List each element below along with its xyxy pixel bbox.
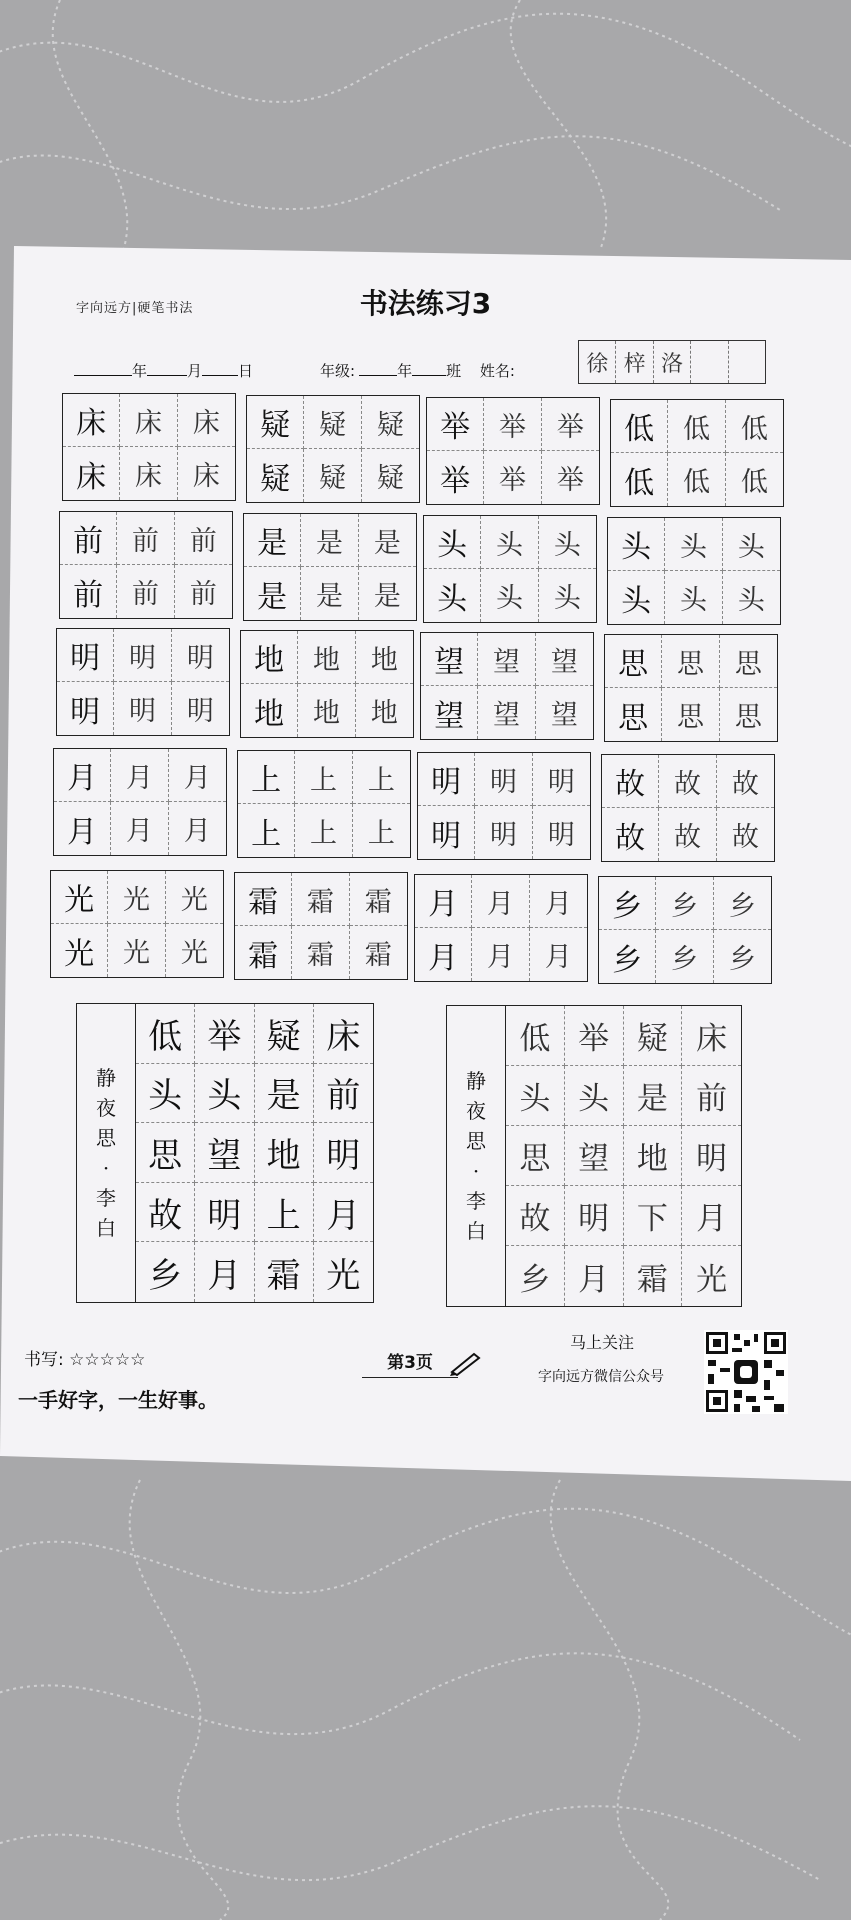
poem-char: 低 bbox=[136, 1004, 195, 1064]
qr-code-icon bbox=[704, 1330, 788, 1414]
name-char: 洛 bbox=[654, 341, 691, 383]
poem-char: 是 bbox=[624, 1066, 683, 1126]
practice-char-copy: 月 bbox=[183, 816, 211, 847]
practice-char-copy: 乡 bbox=[599, 930, 656, 983]
poem-char: 头 bbox=[506, 1066, 565, 1126]
poem-char: 举 bbox=[565, 1006, 624, 1066]
practice-char-copy: 乡 bbox=[728, 944, 756, 975]
practice-char-model: 故 bbox=[602, 755, 659, 808]
practice-block bbox=[607, 517, 781, 625]
practice-char-model: 地 bbox=[241, 631, 298, 684]
practice-char-copy: 光 bbox=[180, 938, 208, 969]
practice-char-model: 霜 bbox=[235, 873, 292, 926]
practice-char-model: 思 bbox=[662, 635, 719, 688]
poem-char: 光 bbox=[326, 1255, 361, 1296]
practice-char-copy: 霜 bbox=[364, 940, 392, 971]
poem-char: 月 bbox=[682, 1186, 741, 1246]
date-day-label: 日 bbox=[238, 362, 254, 380]
poem-model-grid bbox=[136, 1004, 373, 1302]
practice-char-model: 月 bbox=[472, 875, 529, 928]
practice-char-copy: 思 bbox=[605, 688, 662, 741]
practice-char-copy: 月 bbox=[111, 802, 168, 855]
poem-char: 上 bbox=[255, 1183, 314, 1243]
practice-char-copy: 地 bbox=[370, 698, 398, 729]
poem-char: 低 bbox=[506, 1006, 565, 1066]
practice-char-model: 乡 bbox=[656, 877, 713, 930]
practice-block bbox=[56, 628, 230, 736]
practice-char-copy: 上 bbox=[367, 818, 395, 849]
poem-model-title bbox=[77, 1004, 136, 1302]
date-line bbox=[74, 360, 253, 381]
practice-char-model: 前 bbox=[175, 512, 232, 565]
practice-char-copy: 月 bbox=[544, 942, 572, 973]
practice-char-copy: 望 bbox=[421, 686, 478, 739]
practice-char-copy: 明 bbox=[114, 682, 171, 735]
poem-char: 头 bbox=[136, 1064, 195, 1124]
practice-char-model: 上 bbox=[238, 751, 295, 804]
practice-char-model: 地 bbox=[298, 631, 355, 684]
practice-char-model: 上 bbox=[353, 751, 410, 804]
practice-char-copy: 疑 bbox=[247, 449, 304, 502]
practice-char-copy: 明 bbox=[186, 696, 214, 727]
poem-title-char: 白 bbox=[466, 1219, 486, 1243]
name-box bbox=[578, 340, 766, 384]
practice-char-copy: 头 bbox=[608, 571, 665, 624]
practice-block bbox=[237, 750, 411, 858]
practice-char-copy: 低 bbox=[740, 467, 768, 498]
practice-char-model: 月 bbox=[169, 749, 226, 802]
poem-char: 明 bbox=[565, 1186, 624, 1246]
practice-char-model: 头 bbox=[665, 518, 722, 571]
practice-char-model: 前 bbox=[60, 512, 117, 565]
practice-block bbox=[604, 634, 778, 742]
poem-copy-title bbox=[447, 1006, 506, 1306]
practice-block bbox=[417, 752, 591, 860]
poem-char: 前 bbox=[682, 1066, 741, 1126]
practice-block bbox=[610, 399, 784, 507]
practice-char-model: 望 bbox=[478, 633, 535, 686]
practice-char-copy: 举 bbox=[556, 465, 584, 496]
practice-char-model: 月 bbox=[111, 749, 168, 802]
practice-char-model: 低 bbox=[611, 400, 668, 453]
practice-char-model: 低 bbox=[668, 400, 725, 453]
practice-char-copy: 是 bbox=[244, 567, 301, 620]
poem-char: 疑 bbox=[255, 1004, 314, 1064]
practice-char-model: 床 bbox=[178, 394, 235, 447]
practice-char-model: 床 bbox=[120, 394, 177, 447]
practice-char-model: 举 bbox=[427, 398, 484, 451]
practice-block bbox=[414, 874, 588, 982]
poem-char: 望 bbox=[195, 1123, 254, 1183]
poem-title-char: 思 bbox=[466, 1129, 486, 1153]
practice-char-copy: 前 bbox=[117, 565, 174, 618]
practice-char-copy: 床 bbox=[192, 461, 220, 492]
poem-char: 月 bbox=[195, 1242, 254, 1302]
practice-char-model: 举 bbox=[484, 398, 541, 451]
poem-title-char: 夜 bbox=[96, 1096, 116, 1120]
poem-char: 地 bbox=[255, 1123, 314, 1183]
grade-label: 年级: bbox=[320, 362, 356, 380]
practice-char-model: 思 bbox=[605, 635, 662, 688]
page-title: 书法练习3 bbox=[359, 287, 492, 320]
practice-char-copy: 明 bbox=[475, 806, 532, 859]
poem-title-char: 夜 bbox=[466, 1099, 486, 1123]
poem-title-char: 李 bbox=[96, 1186, 116, 1210]
practice-block bbox=[246, 395, 420, 503]
practice-char-model: 头 bbox=[539, 516, 596, 569]
practice-char-model: 月 bbox=[530, 875, 587, 928]
practice-char-copy: 低 bbox=[668, 453, 725, 506]
follow-text: 马上关注 bbox=[570, 1333, 635, 1352]
practice-char-copy: 头 bbox=[665, 571, 722, 624]
poem-title-char: 思 bbox=[96, 1126, 116, 1150]
name-char: 徐 bbox=[579, 341, 616, 383]
poem-char: 是 bbox=[255, 1064, 314, 1124]
practice-block bbox=[426, 397, 600, 505]
practice-char-copy: 思 bbox=[662, 688, 719, 741]
practice-char-copy: 头 bbox=[737, 585, 765, 616]
practice-char-copy: 上 bbox=[238, 804, 295, 857]
poem-char: 乡 bbox=[136, 1242, 195, 1302]
practice-char-copy: 是 bbox=[373, 581, 401, 612]
poem-title-char: 白 bbox=[96, 1216, 116, 1240]
poem-char: 月 bbox=[314, 1183, 373, 1243]
poem-char: 地 bbox=[624, 1126, 683, 1186]
page-number: 第3页 bbox=[362, 1348, 458, 1378]
practice-char-model: 是 bbox=[301, 514, 358, 567]
pen-icon bbox=[448, 1350, 484, 1376]
practice-block bbox=[53, 748, 227, 856]
practice-char-copy: 月 bbox=[472, 928, 529, 981]
poem-title-char: 静 bbox=[466, 1069, 486, 1093]
practice-char-copy: 乡 bbox=[656, 930, 713, 983]
practice-char-model: 明 bbox=[533, 753, 590, 806]
practice-char-model: 举 bbox=[542, 398, 599, 451]
poem-copy-block bbox=[446, 1005, 742, 1307]
practice-char-model: 乡 bbox=[714, 877, 771, 930]
poem-char: 月 bbox=[565, 1246, 624, 1306]
practice-block bbox=[240, 630, 414, 738]
practice-block bbox=[423, 515, 597, 623]
practice-char-copy: 故 bbox=[659, 808, 716, 861]
poem-char: 故 bbox=[506, 1186, 565, 1246]
practice-block bbox=[234, 872, 408, 980]
practice-char-model: 月 bbox=[54, 749, 111, 802]
practice-char-copy: 低 bbox=[611, 453, 668, 506]
poem-char: 明 bbox=[682, 1126, 741, 1186]
practice-char-model: 明 bbox=[114, 629, 171, 682]
practice-char-model: 前 bbox=[117, 512, 174, 565]
practice-char-copy: 光 bbox=[51, 924, 108, 977]
name-char bbox=[691, 341, 728, 383]
practice-char-copy: 头 bbox=[424, 569, 481, 622]
practice-char-model: 上 bbox=[295, 751, 352, 804]
practice-block bbox=[243, 513, 417, 621]
date-month-label: 月 bbox=[187, 362, 203, 380]
practice-char-copy: 光 bbox=[108, 924, 165, 977]
practice-char-copy: 明 bbox=[418, 806, 475, 859]
practice-char-copy: 前 bbox=[189, 579, 217, 610]
practice-char-copy: 望 bbox=[478, 686, 535, 739]
name-char: 梓 bbox=[616, 341, 653, 383]
practice-char-copy: 头 bbox=[553, 583, 581, 614]
poem-title-char: · bbox=[472, 1159, 480, 1183]
poem-title-char: 李 bbox=[466, 1189, 486, 1213]
poem-char: 光 bbox=[696, 1261, 728, 1298]
poem-title-char: 静 bbox=[96, 1066, 116, 1090]
practice-char-model: 疑 bbox=[247, 396, 304, 449]
practice-char-model: 疑 bbox=[304, 396, 361, 449]
practice-char-copy: 疑 bbox=[304, 449, 361, 502]
poem-char: 头 bbox=[565, 1066, 624, 1126]
practice-char-copy: 举 bbox=[427, 451, 484, 504]
poem-char: 乡 bbox=[506, 1246, 565, 1306]
practice-char-copy: 床 bbox=[63, 447, 120, 500]
practice-char-copy: 月 bbox=[415, 928, 472, 981]
practice-char-copy: 疑 bbox=[376, 463, 404, 494]
practice-char-copy: 明 bbox=[547, 820, 575, 851]
practice-char-model: 疑 bbox=[362, 396, 419, 449]
practice-block bbox=[598, 876, 772, 984]
motto-text: 一手好字，一生好事。 bbox=[18, 1388, 218, 1412]
poem-char: 明 bbox=[195, 1183, 254, 1243]
practice-block bbox=[50, 870, 224, 978]
poem-char: 明 bbox=[314, 1123, 373, 1183]
brand-logo: 字向远方|硬笔书法 bbox=[76, 301, 194, 316]
practice-char-model: 霜 bbox=[292, 873, 349, 926]
poem-char: 床 bbox=[682, 1006, 741, 1066]
date-year-label: 年 bbox=[132, 362, 148, 380]
practice-char-model: 明 bbox=[475, 753, 532, 806]
poem-char: 霜 bbox=[255, 1242, 314, 1302]
practice-char-model: 光 bbox=[51, 871, 108, 924]
practice-char-model: 床 bbox=[63, 394, 120, 447]
practice-char-model: 低 bbox=[726, 400, 783, 453]
practice-block bbox=[62, 393, 236, 501]
practice-char-copy: 上 bbox=[295, 804, 352, 857]
practice-char-model: 头 bbox=[723, 518, 780, 571]
practice-char-model: 头 bbox=[481, 516, 538, 569]
practice-char-copy: 望 bbox=[550, 700, 578, 731]
poem-char: 思 bbox=[506, 1126, 565, 1186]
practice-char-model: 明 bbox=[57, 629, 114, 682]
poem-char: 头 bbox=[195, 1064, 254, 1124]
poem-char: 故 bbox=[136, 1183, 195, 1243]
poem-char: 望 bbox=[565, 1126, 624, 1186]
practice-char-copy: 举 bbox=[484, 451, 541, 504]
practice-char-model: 是 bbox=[359, 514, 416, 567]
practice-char-model: 明 bbox=[172, 629, 229, 682]
practice-block bbox=[601, 754, 775, 862]
practice-char-copy: 故 bbox=[602, 808, 659, 861]
poem-char: 疑 bbox=[624, 1006, 683, 1066]
practice-char-model: 头 bbox=[424, 516, 481, 569]
practice-char-copy: 霜 bbox=[292, 926, 349, 979]
grade-year-label: 年 bbox=[397, 362, 413, 380]
practice-char-model: 光 bbox=[108, 871, 165, 924]
practice-char-copy: 月 bbox=[54, 802, 111, 855]
grade-line bbox=[320, 360, 515, 381]
writing-rating: 书写: ☆☆☆☆☆ bbox=[24, 1350, 146, 1370]
practice-char-copy: 地 bbox=[241, 684, 298, 737]
name-label: 姓名: bbox=[479, 362, 515, 380]
practice-char-model: 光 bbox=[166, 871, 223, 924]
wechat-account-text: 字向远方微信公众号 bbox=[538, 1369, 664, 1385]
poem-char: 霜 bbox=[624, 1246, 683, 1306]
practice-char-copy: 思 bbox=[734, 702, 762, 733]
practice-char-model: 乡 bbox=[599, 877, 656, 930]
practice-char-model: 故 bbox=[717, 755, 774, 808]
practice-char-copy: 前 bbox=[60, 565, 117, 618]
practice-char-copy: 故 bbox=[731, 822, 759, 853]
practice-block bbox=[420, 632, 594, 740]
practice-char-copy: 是 bbox=[301, 567, 358, 620]
practice-char-model: 望 bbox=[536, 633, 593, 686]
poem-char: 前 bbox=[314, 1064, 373, 1124]
poem-copy-grid bbox=[506, 1006, 741, 1306]
practice-char-model: 是 bbox=[244, 514, 301, 567]
practice-char-model: 故 bbox=[659, 755, 716, 808]
practice-char-copy: 地 bbox=[298, 684, 355, 737]
practice-block bbox=[59, 511, 233, 619]
practice-char-model: 月 bbox=[415, 875, 472, 928]
grade-class-label: 班 bbox=[446, 362, 462, 380]
practice-char-copy: 头 bbox=[481, 569, 538, 622]
practice-char-model: 明 bbox=[418, 753, 475, 806]
poem-char: 下 bbox=[624, 1186, 683, 1246]
practice-char-model: 望 bbox=[421, 633, 478, 686]
name-char bbox=[729, 341, 765, 383]
poem-char: 床 bbox=[314, 1004, 373, 1064]
practice-char-model: 地 bbox=[356, 631, 413, 684]
practice-char-model: 霜 bbox=[350, 873, 407, 926]
poem-char: 举 bbox=[195, 1004, 254, 1064]
poem-model-block bbox=[76, 1003, 374, 1303]
practice-char-copy: 霜 bbox=[235, 926, 292, 979]
practice-char-copy: 床 bbox=[120, 447, 177, 500]
poem-char: 思 bbox=[136, 1123, 195, 1183]
poem-title-char: · bbox=[102, 1156, 110, 1180]
practice-char-model: 头 bbox=[608, 518, 665, 571]
practice-char-model: 思 bbox=[720, 635, 777, 688]
practice-char-copy: 明 bbox=[57, 682, 114, 735]
